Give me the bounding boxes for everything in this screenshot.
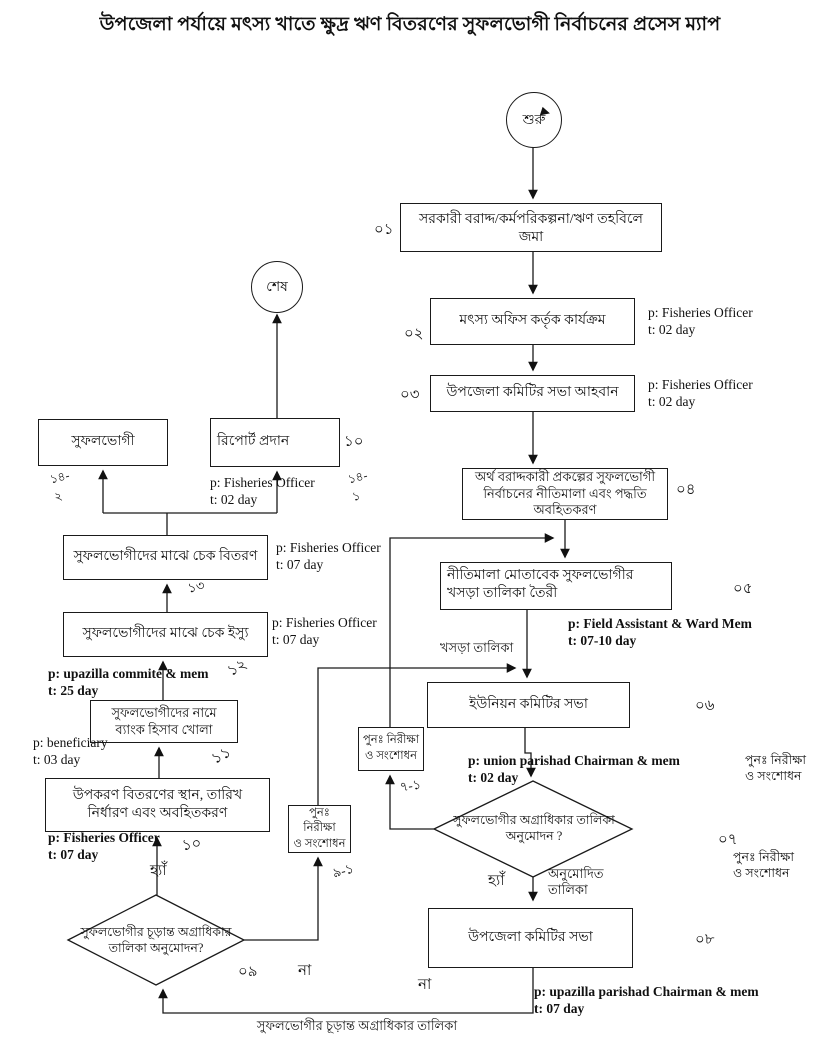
feedback-9-1-line2: ও সংশোধন bbox=[293, 837, 346, 850]
process-box-10 bbox=[45, 778, 270, 832]
process-box-10-label: উপকরণ বিতরণের স্থান, তারিখ নির্ধারণ এবং অবহিতকরণ bbox=[72, 787, 243, 821]
annotation-12 bbox=[272, 615, 377, 649]
annotation-12-above bbox=[48, 666, 208, 700]
step-number-08: ০৮ bbox=[695, 932, 715, 948]
process-box-04 bbox=[462, 468, 668, 520]
edge-label-final-list: সুফলভোগীর চূড়ান্ত অগ্রাধিকার তালিকা bbox=[256, 1018, 458, 1033]
arrow-08-to-09 bbox=[163, 968, 533, 1013]
annotation-02-time: t: 02 day bbox=[648, 321, 696, 337]
process-box-04-label: অর্থ বরাদ্দকারী প্রকল্পের সুফলভোগী নির্বাচনের নীতিমালা এবং পদ্ধতি অবহিতকরণ bbox=[474, 468, 656, 518]
process-box-14-2-beneficiary bbox=[38, 419, 168, 466]
side-note-recheck-2-line1: পুনঃ নিরীক্ষা bbox=[733, 850, 794, 864]
step-number-14-1-b: ১ bbox=[350, 488, 362, 504]
process-box-14-1-report bbox=[210, 418, 340, 467]
annotation-08 bbox=[534, 984, 759, 1018]
step-number-04: ০৪ bbox=[676, 482, 696, 498]
step-number-14-2-b: ২ bbox=[52, 488, 64, 504]
annotation-12-above-person: p: upazilla commite & mem bbox=[48, 666, 209, 681]
annotation-03-time: t: 02 day bbox=[648, 393, 696, 409]
feedback-7-1-line2: ও সংশোধন bbox=[365, 750, 417, 762]
side-number-report-box: ১০ bbox=[344, 434, 364, 450]
process-box-13 bbox=[63, 535, 268, 580]
annotation-12-above-time: t: 25 day bbox=[48, 682, 99, 698]
process-box-11 bbox=[90, 700, 238, 743]
edge-label-yes-07: হ্যাঁ bbox=[488, 873, 505, 889]
process-box-14-1-label: রিপোর্ট প্রদান bbox=[217, 434, 290, 450]
feedback-9-1-line1: পুনঃ নিরীক্ষা bbox=[303, 806, 336, 835]
page-title: উপজেলা পর্যায়ে মৎস্য খাতে ক্ষুদ্র ঋণ বিতরণের সুফলভোগী নির্বাচনের প্রসেস ম্যাপ bbox=[99, 14, 721, 35]
annotation-03-person: p: Fisheries Officer bbox=[648, 377, 753, 392]
process-box-02-label: মৎস্য অফিস কর্তৃক কার্যক্রম bbox=[459, 313, 606, 329]
step-number-02: ০২ bbox=[404, 326, 424, 342]
end-label: শেষ bbox=[266, 280, 288, 295]
step-number-05: ০৫ bbox=[733, 581, 753, 597]
process-box-06-label: ইউনিয়ন কমিটির সভা bbox=[469, 696, 588, 712]
process-box-05 bbox=[440, 562, 672, 610]
start-node bbox=[506, 92, 562, 148]
process-box-06 bbox=[427, 682, 630, 728]
edge-label-approved-line2: তালিকা bbox=[548, 882, 588, 898]
annotation-14-1-time: t: 02 day bbox=[210, 491, 258, 507]
decision-diamond-09 bbox=[76, 924, 236, 957]
annotation-12-time: t: 07 day bbox=[272, 631, 320, 647]
side-note-recheck-1-line1: পুনঃ নিরীক্ষা bbox=[745, 753, 806, 767]
end-node bbox=[251, 261, 303, 313]
annotation-02-person: p: Fisheries Officer bbox=[648, 305, 753, 320]
annotation-13 bbox=[276, 540, 381, 574]
process-box-01-label: সরকারী বরাদ্দ/কর্মপরিকল্পনা/ঋণ তহবিলে জমা bbox=[419, 212, 643, 246]
process-box-08 bbox=[428, 908, 633, 968]
annotation-10-time: t: 07 day bbox=[48, 846, 99, 862]
edge-label-no-09: না bbox=[298, 963, 312, 979]
edge-label-no-08: না bbox=[418, 977, 432, 993]
side-note-recheck-2 bbox=[733, 850, 794, 881]
process-box-11-label: সুফলভোগীদের নামে ব্যাংক হিসাব খোলা bbox=[111, 704, 217, 737]
feedback-box-7-1 bbox=[358, 727, 424, 771]
start-label: শুরু bbox=[522, 113, 546, 128]
decision-diamond-07 bbox=[444, 812, 624, 845]
side-note-recheck-1 bbox=[745, 753, 806, 784]
annotation-11-person: p: beneficiary bbox=[33, 735, 108, 750]
feedback-box-9-1 bbox=[288, 805, 351, 853]
process-box-03 bbox=[430, 375, 635, 412]
process-box-08-label: উপজেলা কমিটির সভা bbox=[468, 929, 593, 945]
annotation-12-person: p: Fisheries Officer bbox=[272, 615, 377, 630]
process-box-05-label: নীতিমালা মোতাবেক সুফলভোগীর খসড়া তালিকা তৈরী bbox=[447, 568, 634, 602]
annotation-10-person: p: Fisheries Officer bbox=[48, 830, 160, 845]
step-number-03: ০৩ bbox=[400, 387, 420, 403]
process-box-13-label: সুফলভোগীদের মাঝে চেক বিতরণ bbox=[73, 549, 258, 565]
step-number-9-1: ৯-১ bbox=[331, 860, 356, 881]
step-number-13: ১৩ bbox=[186, 577, 206, 596]
annotation-11-time: t: 03 day bbox=[33, 751, 81, 767]
edge-label-yes-09: হ্যাঁ bbox=[150, 863, 167, 879]
edge-label-approved-list bbox=[548, 866, 604, 899]
feedback-7-1-line1: পুনঃ নিরীক্ষা bbox=[362, 734, 420, 747]
annotation-14-1-person: p: Fisheries Officer bbox=[210, 475, 315, 490]
process-box-12-label: সুফলভোগীদের মাঝে চেক ইস্যু bbox=[82, 626, 249, 642]
step-number-01: ০১ bbox=[374, 222, 394, 238]
process-box-12 bbox=[63, 612, 268, 657]
process-box-01 bbox=[400, 203, 662, 252]
annotation-13-person: p: Fisheries Officer bbox=[276, 540, 381, 555]
step-number-10: ১০ bbox=[180, 835, 203, 855]
step-number-14-2-a: ১৪- bbox=[48, 468, 71, 487]
diamond-09-line1: সুফলভোগীর চূড়ান্ত অগ্রাধিকার bbox=[80, 925, 232, 939]
annotation-08-person: p: upazilla parishad Chairman & mem bbox=[534, 984, 759, 999]
step-number-7-1: ৭-১ bbox=[398, 776, 422, 795]
process-box-14-2-label: সুফলভোগী bbox=[71, 434, 135, 450]
annotation-10 bbox=[48, 830, 160, 864]
annotation-11 bbox=[33, 735, 108, 769]
annotation-08-time: t: 07 day bbox=[534, 1000, 585, 1016]
process-box-02 bbox=[430, 298, 635, 345]
side-note-recheck-2-line2: ও সংশোধন bbox=[733, 865, 790, 880]
step-number-12: ১২ bbox=[225, 656, 250, 680]
step-number-07: ০৭ bbox=[718, 832, 738, 848]
annotation-13-time: t: 07 day bbox=[276, 556, 324, 572]
annotation-05-person: p: Field Assistant & Ward Mem bbox=[568, 616, 752, 631]
diamond-07-line2: অনুমোদন ? bbox=[505, 829, 563, 844]
arrow-09-to-recheck-9-1 bbox=[244, 858, 318, 940]
process-box-03-label: উপজেলা কমিটির সভা আহবান bbox=[446, 385, 619, 401]
annotation-05 bbox=[568, 616, 752, 650]
annotation-06 bbox=[468, 753, 680, 787]
feedback-box-9-1-label bbox=[292, 806, 347, 853]
diamond-07-line1: সুফলভোগীর অগ্রাধিকার তালিকা bbox=[453, 813, 615, 827]
annotation-14-1 bbox=[210, 475, 315, 509]
step-number-14-1-a: ১৪- bbox=[346, 468, 369, 487]
side-note-recheck-1-line2: ও সংশোধন bbox=[745, 768, 802, 783]
annotation-06-person: p: union parishad Chairman & mem bbox=[468, 753, 680, 768]
annotation-05-time: t: 07-10 day bbox=[568, 632, 637, 648]
edge-label-draft-list: খসড়া তালিকা bbox=[440, 640, 514, 655]
step-number-11: ১১ bbox=[209, 744, 234, 768]
annotation-03 bbox=[648, 377, 753, 411]
annotation-06-time: t: 02 day bbox=[468, 769, 519, 785]
edge-label-approved-line1: অনুমোদিত bbox=[548, 866, 604, 881]
step-number-06: ০৬ bbox=[695, 698, 715, 714]
step-number-09: ০৯ bbox=[238, 964, 258, 980]
feedback-box-7-1-label bbox=[363, 733, 419, 764]
annotation-02 bbox=[648, 305, 753, 339]
diamond-09-line2: তালিকা অনুমোদন? bbox=[108, 941, 204, 956]
